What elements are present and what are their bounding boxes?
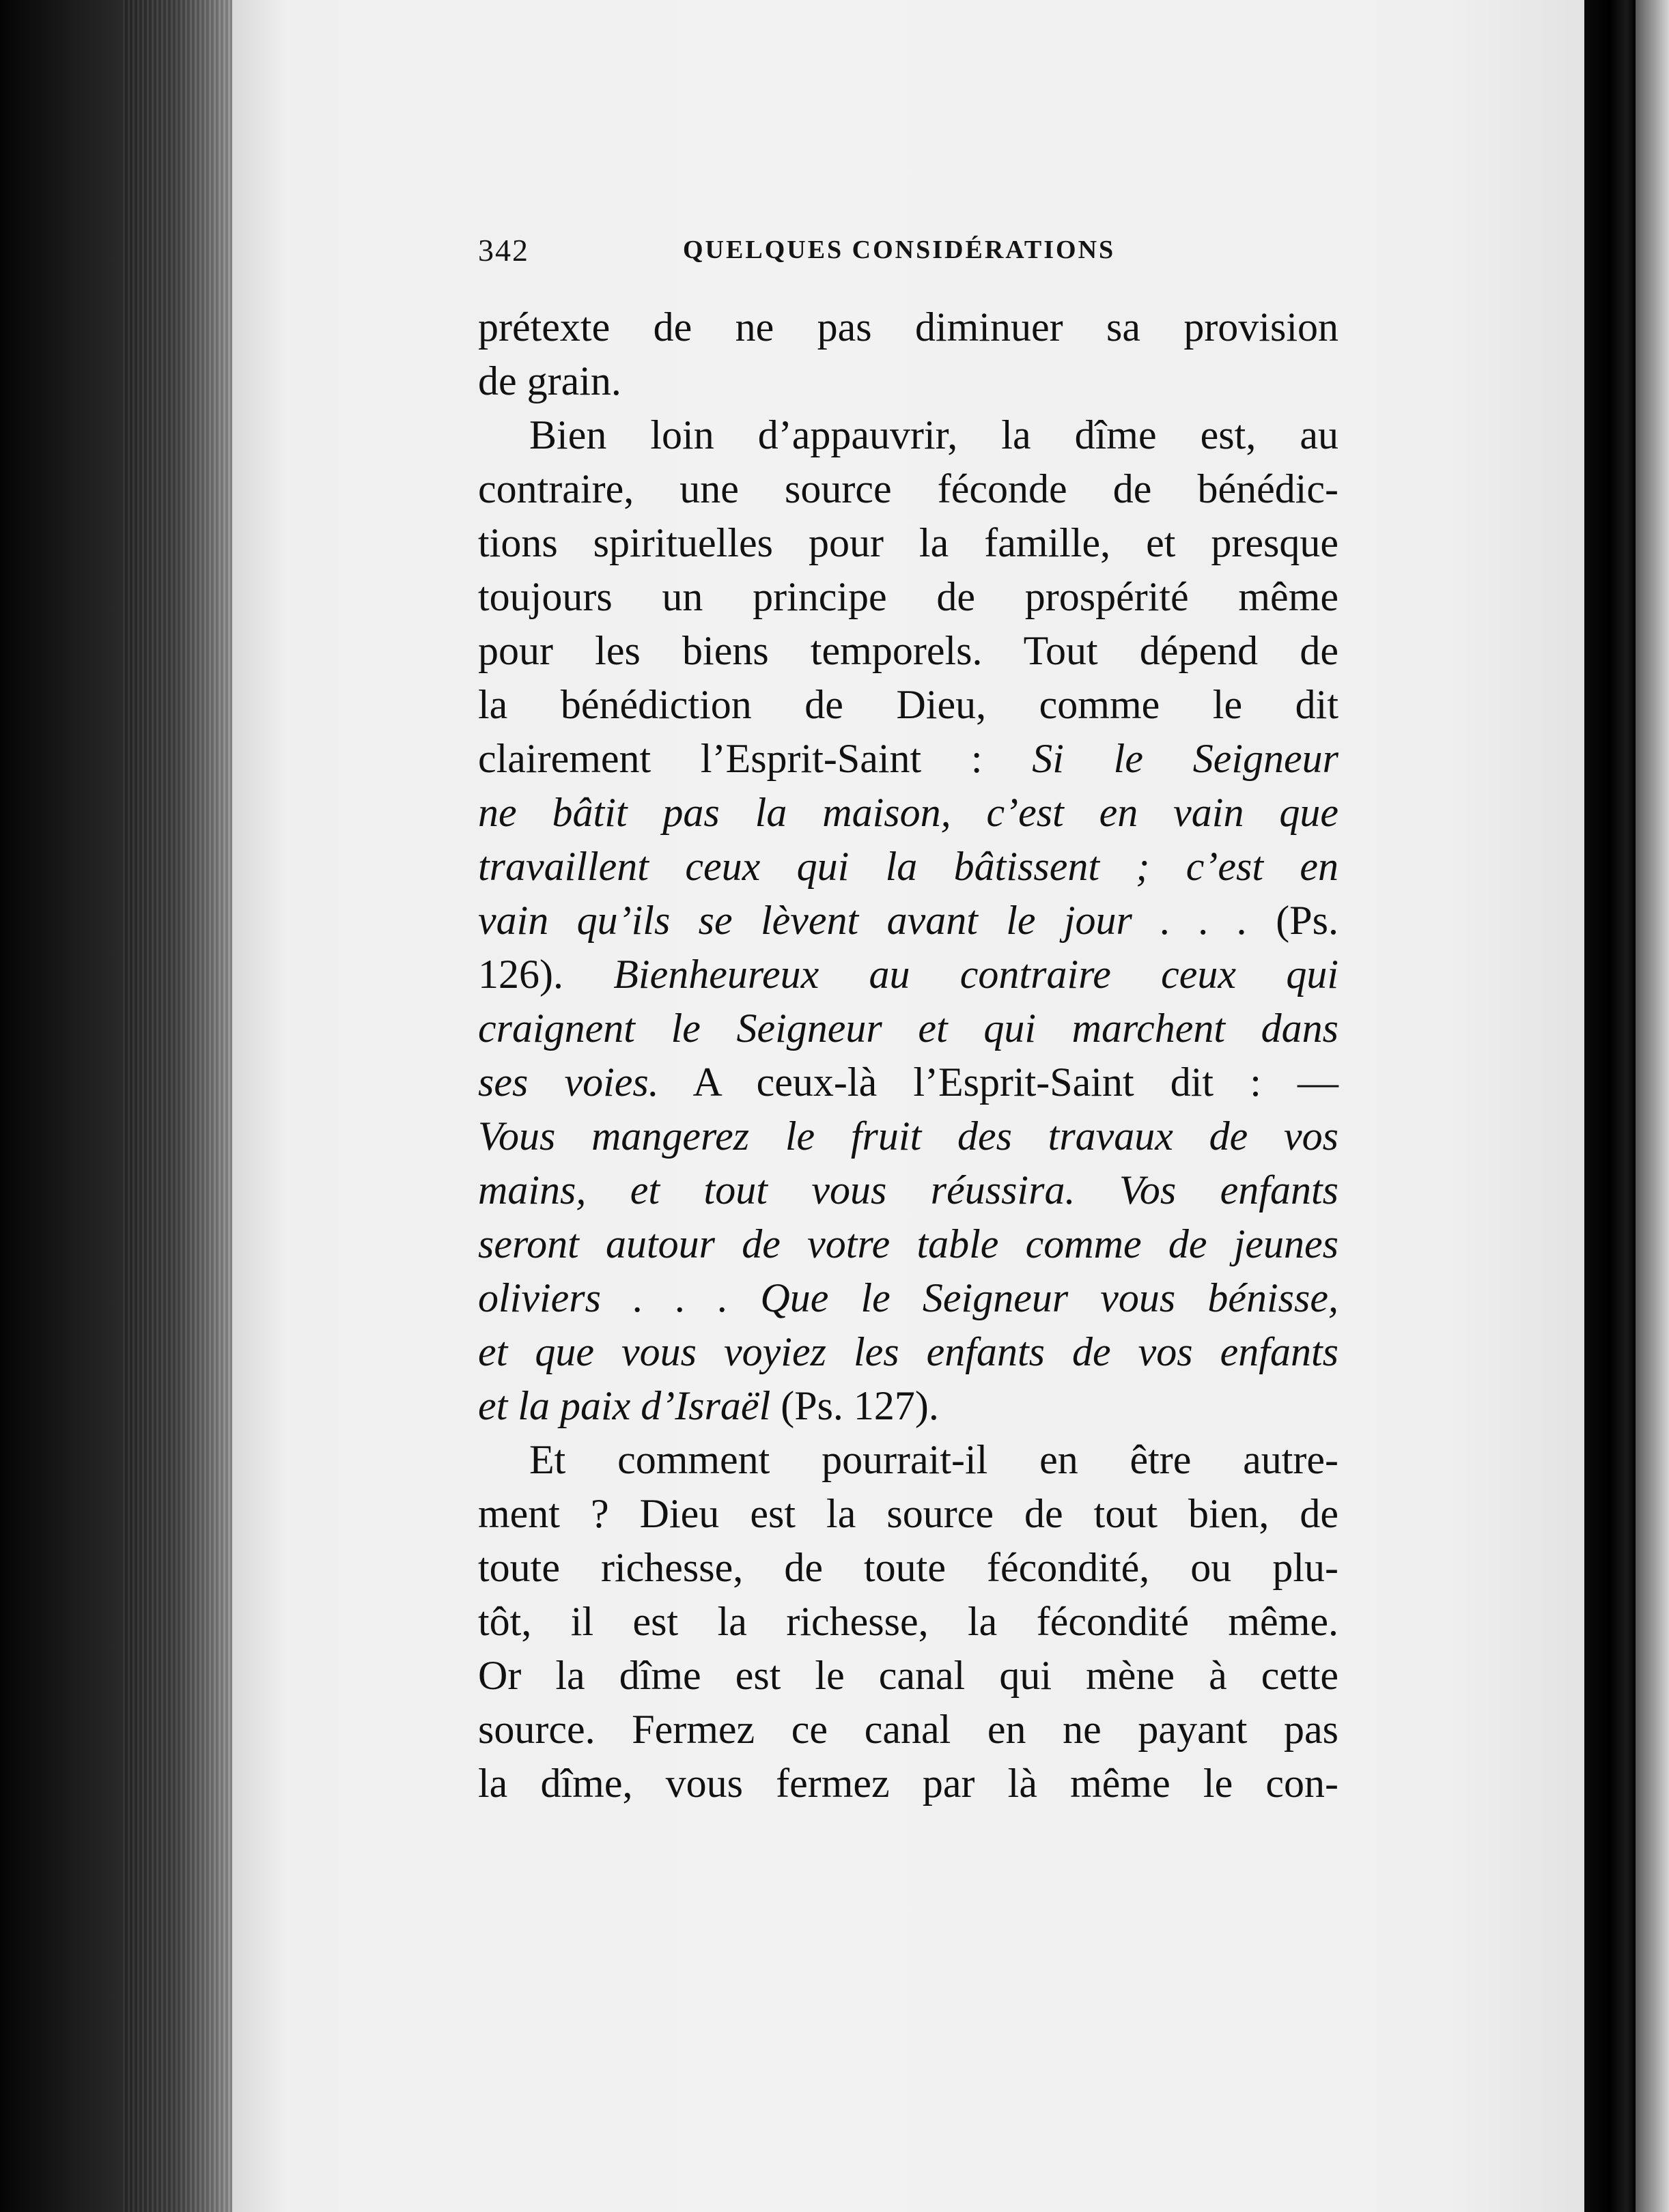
- text-line: ment ? Dieu est la source de tout bien, de: [478, 1491, 1338, 1536]
- text-line: de grain.: [478, 358, 621, 403]
- text-line: 126). Bienheureux au contraire ceux qui: [478, 952, 1338, 997]
- text-line: vain qu’ils se lèvent avant le jour . . . (Ps.: [478, 898, 1339, 943]
- text-line: mains, et tout vous réussira. Vos enfants: [478, 1167, 1338, 1213]
- text-line: contraire, une source féconde de bénédic-: [478, 466, 1338, 511]
- text-line: ne bâtit pas la maison, c’est en vain que: [478, 790, 1338, 835]
- text-line: la bénédiction de Dieu, comme le dit: [478, 682, 1338, 727]
- running-head: [478, 232, 1332, 280]
- page-stack-edge: [123, 0, 232, 2212]
- text-line: la dîme, vous fermez par là même le con-: [478, 1761, 1338, 1806]
- text-line: source. Fermez ce canal en ne payant pas: [478, 1707, 1338, 1752]
- text-line: prétexte de ne pas diminuer sa provision: [478, 304, 1338, 350]
- text-line: toute richesse, de toute fécondité, ou plu-: [478, 1545, 1338, 1590]
- text-line: Bien loin d’appauvrir, la dîme est, au: [529, 412, 1338, 457]
- text-line: tôt, il est la richesse, la fécondité même.: [478, 1599, 1338, 1644]
- text-line: Et comment pourrait-il en être autre-: [529, 1437, 1338, 1482]
- text-line: toujours un principe de prospérité même: [478, 574, 1338, 619]
- page-number: 342: [478, 233, 529, 268]
- text-line: tions spirituelles pour la famille, et presque: [478, 520, 1338, 565]
- text-line: travaillent ceux qui la bâtissent ; c’est en: [478, 844, 1338, 889]
- next-page-sliver: [1636, 0, 1669, 2212]
- body-text: [478, 300, 1338, 1811]
- text-line: et que vous voyiez les enfants de vos enfants: [478, 1329, 1338, 1374]
- text-line: ses voies. A ceux-là l’Esprit-Saint dit : —: [478, 1060, 1338, 1105]
- text-line: clairement l’Esprit-Saint : Si le Seigneur: [478, 736, 1338, 781]
- text-line: seront autour de votre table comme de jeunes: [478, 1221, 1338, 1266]
- text-line: craignent le Seigneur et qui marchent dans: [478, 1006, 1338, 1051]
- text-line: et la paix d’Israël (Ps. 127).: [478, 1383, 939, 1428]
- running-title: QUELQUES CONSIDÉRATIONS: [683, 236, 1116, 264]
- text-line: pour les biens temporels. Tout dépend de: [478, 628, 1338, 673]
- text-line: Or la dîme est le canal qui mène à cette: [478, 1653, 1338, 1698]
- text-line: oliviers . . . Que le Seigneur vous bénisse,: [478, 1275, 1338, 1320]
- text-line: Vous mangerez le fruit des travaux de vos: [478, 1114, 1338, 1159]
